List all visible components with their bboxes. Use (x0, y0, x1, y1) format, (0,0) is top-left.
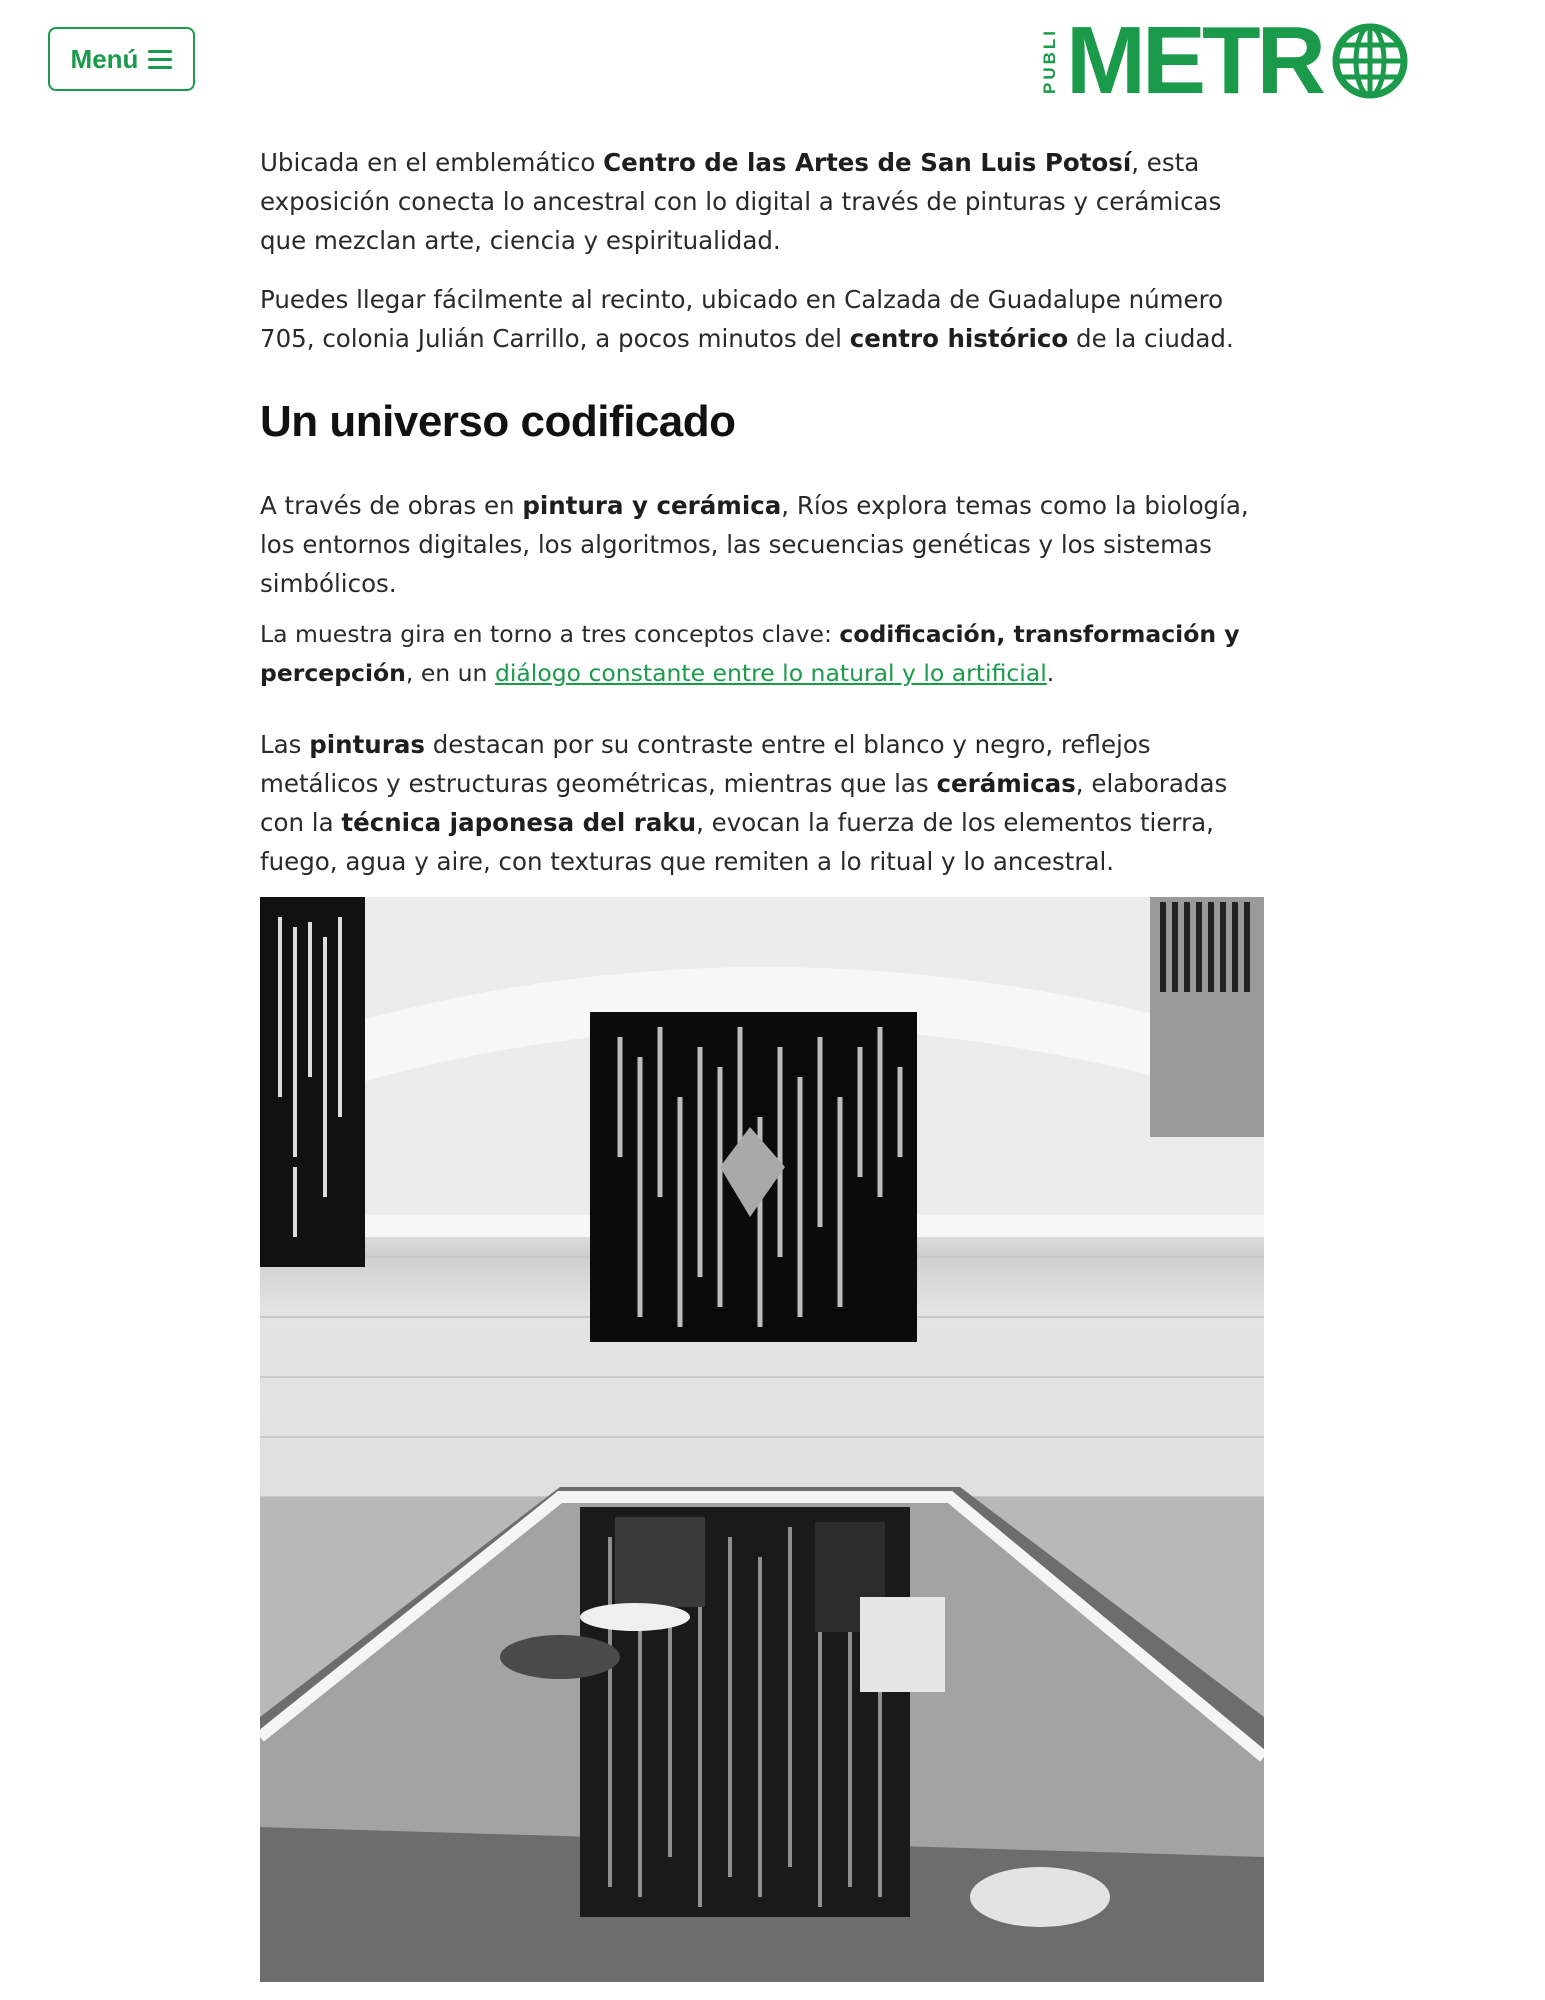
article-link[interactable]: diálogo constante entre lo natural y lo artificial (494, 659, 1047, 687)
menu-button[interactable] (48, 27, 195, 91)
exhibition-photo (260, 897, 1264, 1982)
paragraph-works: Las pinturas destacan por su contraste entre el blanco y negro, reflejos metálicos y estructuras geométricas, mientras que las cerámicas, elaboradas con la técnica japonesa del raku, evocan la fuerza de los elementos tierra, fuego, agua y aire, con texturas que remiten a lo ritual y lo ancestral. (260, 730, 1228, 876)
logo-prefix: PUBLI (1040, 27, 1059, 94)
paragraph-location: Ubicada en el emblemático Centro de las Artes de San Luis Potosí, esta exposición conecta lo ancestral con lo digital a través de pinturas y cerámicas que mezclan arte, ciencia y espiritualidad. (260, 148, 1222, 255)
hamburger-icon (148, 50, 172, 69)
section-heading: Un universo codificado (260, 397, 736, 446)
menu-label: Menú (70, 43, 139, 74)
venue-name: Centro de las Artes de San Luis Potosí (603, 148, 1132, 177)
logo-wordmark: METR (1066, 7, 1322, 114)
exhibition-photo-illustration (260, 897, 1264, 1982)
paragraph-directions: Puedes llegar fácilmente al recinto, ubicado en Calzada de Guadalupe número 705, colonia Julián Carrillo, a pocos minutos del centro histórico de la ciudad. (260, 285, 1234, 353)
paragraph-themes: A través de obras en pintura y cerámica, Ríos explora temas como la biología, los entornos digitales, los algoritmos, las secuencias genéticas y los sistemas simbólicos. (260, 491, 1249, 598)
paragraph-concepts: La muestra gira en torno a tres conceptos clave: codificación, transformación y percepción, en un diálogo constante entre lo natural y lo artificial. (260, 620, 1240, 687)
globe-icon (1330, 21, 1410, 101)
article-body (260, 143, 1270, 1982)
site-logo[interactable] (1040, 7, 1410, 114)
